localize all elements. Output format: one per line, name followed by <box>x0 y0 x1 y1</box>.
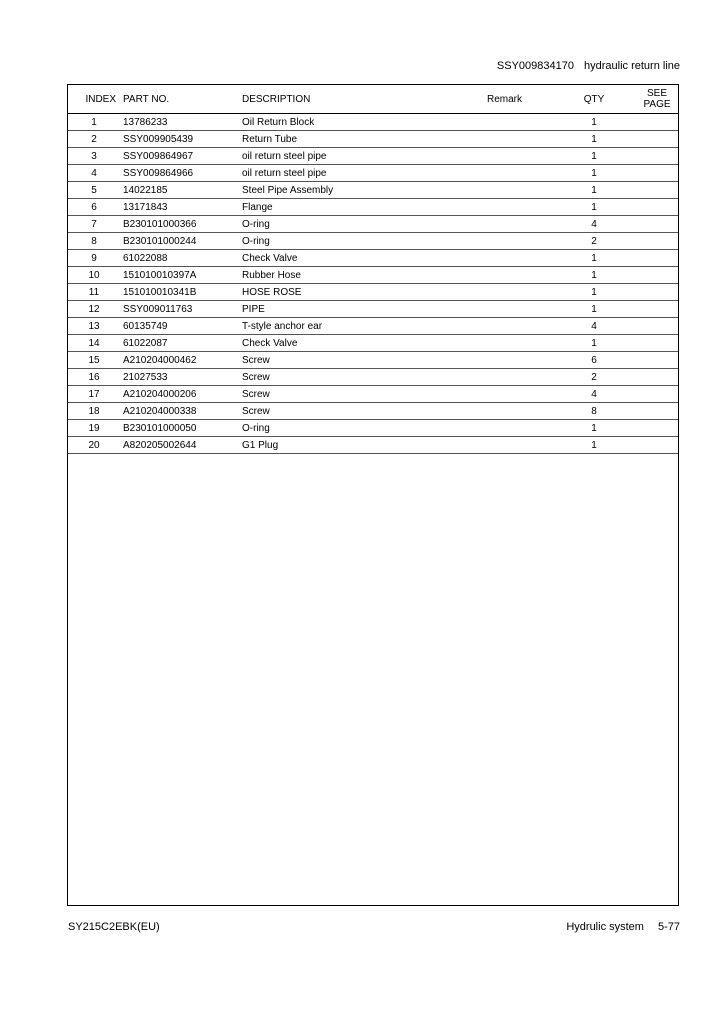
cell-remark <box>487 335 552 352</box>
cell-remark <box>487 114 552 131</box>
table-row <box>68 165 678 182</box>
cell-index: 9 <box>68 250 120 267</box>
cell-qty: 1 <box>552 131 636 148</box>
cell-remark <box>487 301 552 318</box>
cell-description: Check Valve <box>242 335 487 352</box>
table-row <box>68 386 678 403</box>
cell-index: 13 <box>68 318 120 335</box>
cell-remark <box>487 216 552 233</box>
cell-description: oil return steel pipe <box>242 165 487 182</box>
cell-description: Rubber Hose <box>242 267 487 284</box>
parts-table-body <box>68 114 678 454</box>
cell-part-no: B230101000366 <box>120 216 242 233</box>
column-header-index: INDEX <box>68 85 120 114</box>
cell-index: 3 <box>68 148 120 165</box>
cell-index: 7 <box>68 216 120 233</box>
cell-part-no: SSY009864967 <box>120 148 242 165</box>
cell-description: Flange <box>242 199 487 216</box>
cell-qty: 1 <box>552 199 636 216</box>
cell-description: O-ring <box>242 233 487 250</box>
cell-see-page <box>636 301 678 318</box>
footer-section: Hydrulic system <box>566 921 644 933</box>
footer-model: SY215C2EBK(EU) <box>68 921 160 933</box>
parts-table <box>68 85 678 454</box>
cell-qty: 1 <box>552 335 636 352</box>
cell-part-no: 151010010341B <box>120 284 242 301</box>
cell-part-no: SSY009011763 <box>120 301 242 318</box>
cell-index: 19 <box>68 420 120 437</box>
cell-description: Return Tube <box>242 131 487 148</box>
cell-remark <box>487 199 552 216</box>
cell-index: 6 <box>68 199 120 216</box>
cell-see-page <box>636 233 678 250</box>
cell-see-page <box>636 352 678 369</box>
cell-qty: 4 <box>552 386 636 403</box>
table-row <box>68 148 678 165</box>
cell-see-page <box>636 131 678 148</box>
cell-description: HOSE ROSE <box>242 284 487 301</box>
table-row <box>68 301 678 318</box>
cell-remark <box>487 267 552 284</box>
cell-qty: 1 <box>552 250 636 267</box>
cell-part-no: A210204000206 <box>120 386 242 403</box>
page-footer <box>566 921 680 933</box>
cell-index: 10 <box>68 267 120 284</box>
see-page-line1: SEE <box>646 88 667 99</box>
cell-description: Screw <box>242 369 487 386</box>
table-row <box>68 420 678 437</box>
cell-part-no: 14022185 <box>120 182 242 199</box>
cell-index: 2 <box>68 131 120 148</box>
cell-qty: 4 <box>552 216 636 233</box>
cell-index: 18 <box>68 403 120 420</box>
cell-part-no: 13786233 <box>120 114 242 131</box>
cell-description: Screw <box>242 352 487 369</box>
column-header-qty: QTY <box>552 85 636 114</box>
cell-part-no: 13171843 <box>120 199 242 216</box>
cell-part-no: 21027533 <box>120 369 242 386</box>
cell-qty: 1 <box>552 182 636 199</box>
cell-see-page <box>636 114 678 131</box>
cell-part-no: 61022087 <box>120 335 242 352</box>
cell-part-no: A210204000462 <box>120 352 242 369</box>
cell-qty: 1 <box>552 165 636 182</box>
cell-qty: 1 <box>552 437 636 454</box>
cell-part-no: SSY009864966 <box>120 165 242 182</box>
cell-see-page <box>636 420 678 437</box>
table-row <box>68 267 678 284</box>
table-row <box>68 437 678 454</box>
cell-qty: 6 <box>552 352 636 369</box>
cell-remark <box>487 233 552 250</box>
table-row <box>68 114 678 131</box>
cell-index: 11 <box>68 284 120 301</box>
document-code: SSY009834170 <box>496 60 574 72</box>
cell-description: Screw <box>242 386 487 403</box>
cell-remark <box>487 250 552 267</box>
cell-see-page <box>636 318 678 335</box>
parts-list-frame <box>67 84 679 906</box>
cell-remark <box>487 437 552 454</box>
cell-see-page <box>636 386 678 403</box>
cell-qty: 8 <box>552 403 636 420</box>
cell-see-page <box>636 335 678 352</box>
cell-index: 12 <box>68 301 120 318</box>
table-row <box>68 182 678 199</box>
cell-description: Screw <box>242 403 487 420</box>
cell-index: 16 <box>68 369 120 386</box>
cell-remark <box>487 165 552 182</box>
table-row <box>68 335 678 352</box>
cell-index: 14 <box>68 335 120 352</box>
table-header-row <box>68 85 678 114</box>
cell-remark <box>487 403 552 420</box>
cell-index: 5 <box>68 182 120 199</box>
cell-description: Check Valve <box>242 250 487 267</box>
cell-see-page <box>636 199 678 216</box>
cell-index: 20 <box>68 437 120 454</box>
cell-remark <box>487 148 552 165</box>
cell-part-no: A210204000338 <box>120 403 242 420</box>
cell-see-page <box>636 369 678 386</box>
cell-see-page <box>636 216 678 233</box>
cell-remark <box>487 131 552 148</box>
cell-description: T-style anchor ear <box>242 318 487 335</box>
table-row <box>68 369 678 386</box>
table-row <box>68 403 678 420</box>
cell-see-page <box>636 403 678 420</box>
table-row <box>68 131 678 148</box>
cell-index: 1 <box>68 114 120 131</box>
cell-description: Oil Return Block <box>242 114 487 131</box>
cell-description: O-ring <box>242 216 487 233</box>
cell-part-no: 60135749 <box>120 318 242 335</box>
see-page-line2: PAGE <box>643 99 671 110</box>
cell-index: 15 <box>68 352 120 369</box>
cell-description: G1 Plug <box>242 437 487 454</box>
cell-description: PIPE <box>242 301 487 318</box>
cell-description: Steel Pipe Assembly <box>242 182 487 199</box>
table-row <box>68 352 678 369</box>
column-header-remark: Remark <box>487 85 552 114</box>
cell-remark <box>487 318 552 335</box>
cell-part-no: 151010010397A <box>120 267 242 284</box>
cell-index: 8 <box>68 233 120 250</box>
page-header <box>497 60 680 72</box>
document-title: hydraulic return line <box>584 60 680 72</box>
cell-index: 17 <box>68 386 120 403</box>
cell-qty: 1 <box>552 420 636 437</box>
cell-see-page <box>636 182 678 199</box>
table-row <box>68 199 678 216</box>
table-row <box>68 216 678 233</box>
cell-part-no: B230101000050 <box>120 420 242 437</box>
cell-qty: 1 <box>552 148 636 165</box>
cell-see-page <box>636 267 678 284</box>
table-row <box>68 284 678 301</box>
cell-remark <box>487 352 552 369</box>
column-header-part-no: PART NO. <box>120 85 242 114</box>
cell-qty: 1 <box>552 267 636 284</box>
cell-description: oil return steel pipe <box>242 148 487 165</box>
cell-remark <box>487 284 552 301</box>
column-header-description: DESCRIPTION <box>242 85 487 114</box>
cell-part-no: A820205002644 <box>120 437 242 454</box>
table-row <box>68 318 678 335</box>
cell-remark <box>487 386 552 403</box>
cell-see-page <box>636 148 678 165</box>
cell-remark <box>487 420 552 437</box>
cell-see-page <box>636 250 678 267</box>
column-header-see-page <box>636 85 678 114</box>
cell-part-no: SSY009905439 <box>120 131 242 148</box>
page-number: 5-77 <box>657 921 680 933</box>
cell-see-page <box>636 437 678 454</box>
cell-part-no: 61022088 <box>120 250 242 267</box>
cell-description: O-ring <box>242 420 487 437</box>
cell-remark <box>487 369 552 386</box>
cell-see-page <box>636 284 678 301</box>
cell-qty: 1 <box>552 284 636 301</box>
cell-index: 4 <box>68 165 120 182</box>
cell-remark <box>487 182 552 199</box>
cell-qty: 4 <box>552 318 636 335</box>
cell-qty: 1 <box>552 301 636 318</box>
table-row <box>68 233 678 250</box>
cell-part-no: B230101000244 <box>120 233 242 250</box>
cell-qty: 2 <box>552 233 636 250</box>
cell-qty: 1 <box>552 114 636 131</box>
table-row <box>68 250 678 267</box>
cell-qty: 2 <box>552 369 636 386</box>
cell-see-page <box>636 165 678 182</box>
